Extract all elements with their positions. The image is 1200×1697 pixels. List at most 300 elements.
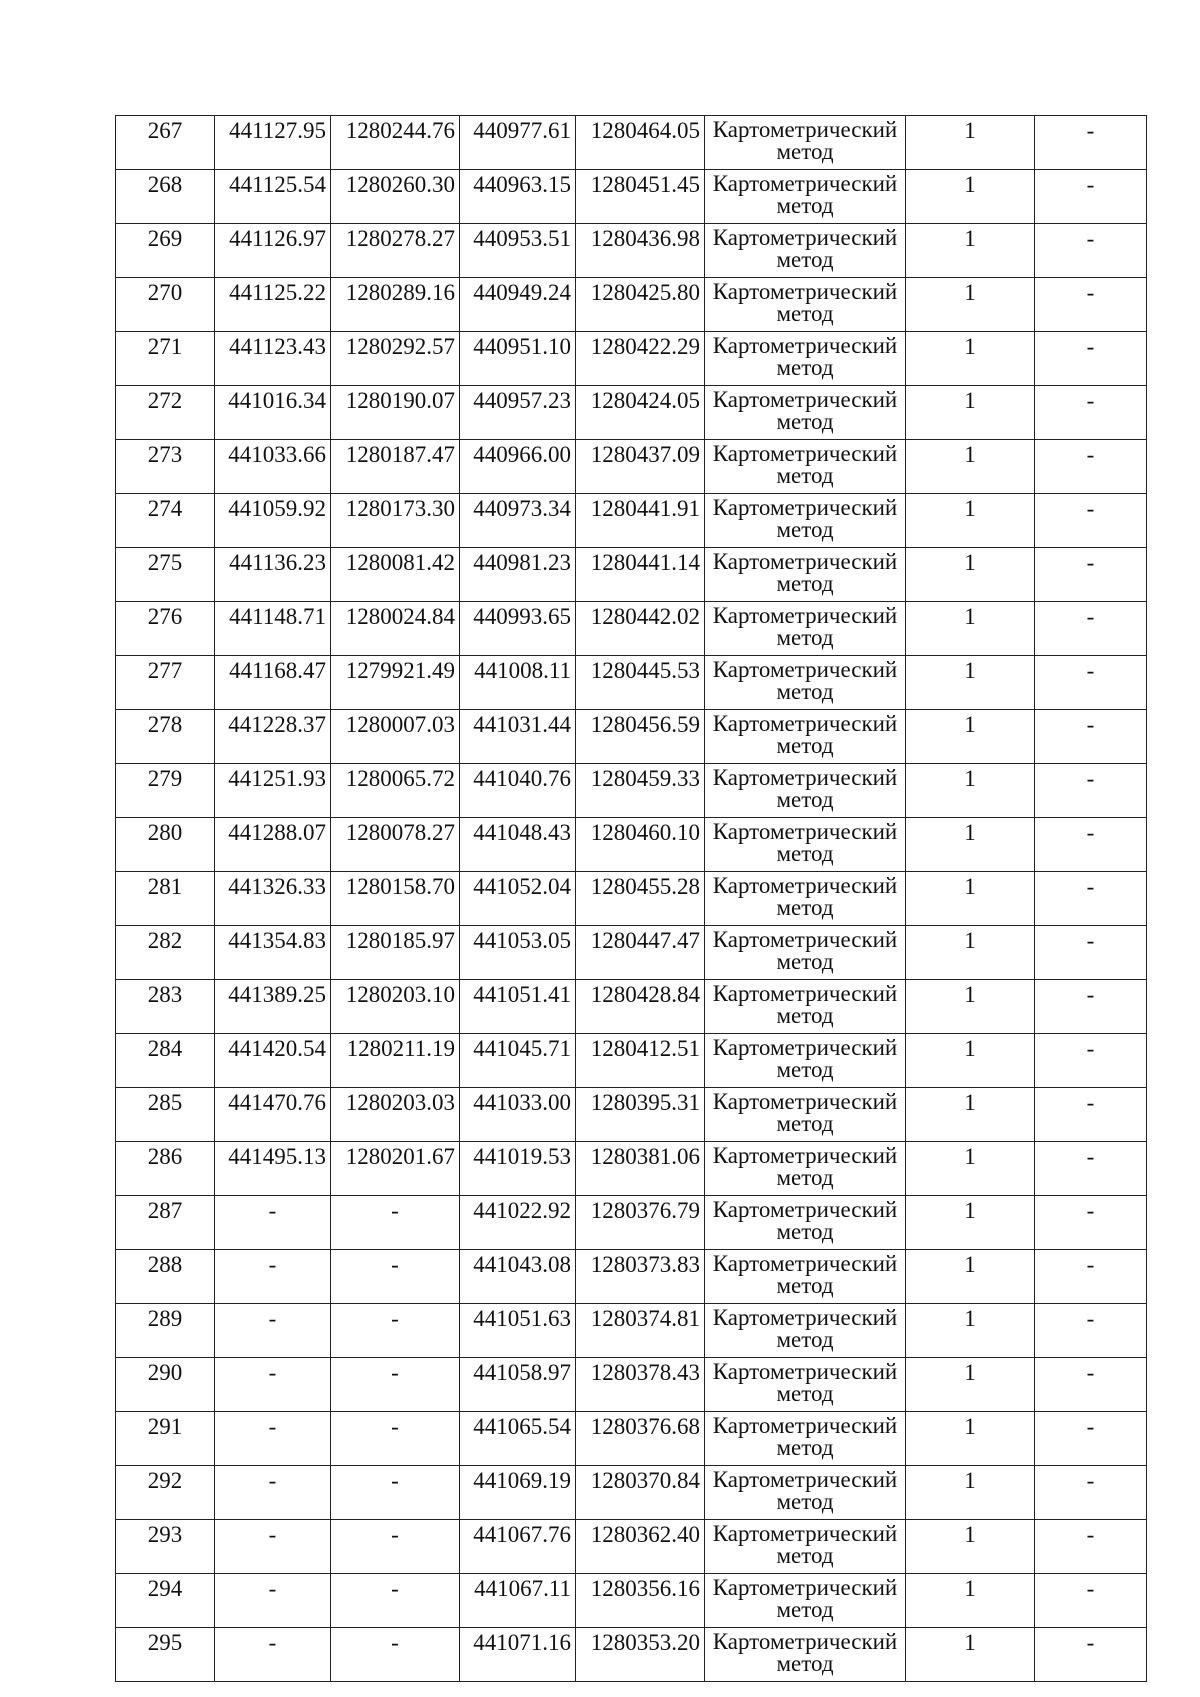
table-row	[116, 170, 1147, 224]
new-x-cell: 441040.76	[460, 764, 576, 818]
point-number: 278	[116, 710, 215, 764]
new-y-cell: 1280447.47	[576, 926, 705, 980]
method-line-2: метод	[776, 1543, 834, 1568]
method-cell	[705, 818, 906, 872]
new-x-cell: 441033.00	[460, 1088, 576, 1142]
existing-x-cell: -	[215, 1466, 331, 1520]
existing-x-cell: -	[215, 1358, 331, 1412]
new-x-cell: 441058.97	[460, 1358, 576, 1412]
new-y-cell: 1280381.06	[576, 1142, 705, 1196]
existing-x-cell: 441354.83	[215, 926, 331, 980]
new-x-cell: 441022.92	[460, 1196, 576, 1250]
new-x-cell: 440957.23	[460, 386, 576, 440]
existing-y-cell: 1280292.57	[331, 332, 460, 386]
method-line-2: метод	[776, 1219, 834, 1244]
existing-y-cell: -	[331, 1358, 460, 1412]
existing-y-cell: 1280244.76	[331, 116, 460, 170]
method-cell	[705, 980, 906, 1034]
new-y-cell: 1280464.05	[576, 116, 705, 170]
note-cell: -	[1035, 1142, 1147, 1196]
new-x-cell: 440949.24	[460, 278, 576, 332]
table-row	[116, 710, 1147, 764]
note-cell: -	[1035, 1358, 1147, 1412]
point-number: 274	[116, 494, 215, 548]
accuracy-cell: 1	[906, 1142, 1035, 1196]
accuracy-cell: 1	[906, 440, 1035, 494]
point-number: 280	[116, 818, 215, 872]
method-line-1: Картометрический	[712, 1467, 898, 1492]
note-cell: -	[1035, 1250, 1147, 1304]
method-cell	[705, 116, 906, 170]
existing-x-cell: 441420.54	[215, 1034, 331, 1088]
note-cell: -	[1035, 980, 1147, 1034]
method-line-1: Картометрический	[712, 873, 898, 898]
method-cell	[705, 224, 906, 278]
existing-x-cell: 441326.33	[215, 872, 331, 926]
method-line-2: метод	[776, 409, 834, 434]
point-number: 273	[116, 440, 215, 494]
note-cell: -	[1035, 1304, 1147, 1358]
method-line-2: метод	[776, 895, 834, 920]
table-row	[116, 1034, 1147, 1088]
point-number: 284	[116, 1034, 215, 1088]
table-row	[116, 1466, 1147, 1520]
method-line-1: Картометрический	[712, 765, 898, 790]
method-line-1: Картометрический	[712, 657, 898, 682]
existing-y-cell: 1280185.97	[331, 926, 460, 980]
method-line-1: Картометрический	[712, 1197, 898, 1222]
existing-y-cell: 1280203.10	[331, 980, 460, 1034]
accuracy-cell: 1	[906, 764, 1035, 818]
note-cell: -	[1035, 278, 1147, 332]
new-y-cell: 1280460.10	[576, 818, 705, 872]
table-row	[116, 1088, 1147, 1142]
existing-x-cell: 441288.07	[215, 818, 331, 872]
note-cell: -	[1035, 764, 1147, 818]
existing-y-cell: 1280173.30	[331, 494, 460, 548]
new-x-cell: 440993.65	[460, 602, 576, 656]
table-row	[116, 1520, 1147, 1574]
new-y-cell: 1280425.80	[576, 278, 705, 332]
method-line-2: метод	[776, 1165, 834, 1190]
new-y-cell: 1280441.91	[576, 494, 705, 548]
coordinates-table	[115, 115, 1147, 1682]
accuracy-cell: 1	[906, 224, 1035, 278]
accuracy-cell: 1	[906, 980, 1035, 1034]
accuracy-cell: 1	[906, 1520, 1035, 1574]
note-cell: -	[1035, 1034, 1147, 1088]
existing-x-cell: 441168.47	[215, 656, 331, 710]
point-number: 270	[116, 278, 215, 332]
existing-x-cell: -	[215, 1196, 331, 1250]
point-number: 283	[116, 980, 215, 1034]
note-cell: -	[1035, 926, 1147, 980]
point-number: 281	[116, 872, 215, 926]
existing-y-cell: -	[331, 1412, 460, 1466]
method-line-2: метод	[776, 463, 834, 488]
new-y-cell: 1280378.43	[576, 1358, 705, 1412]
existing-y-cell: 1280187.47	[331, 440, 460, 494]
note-cell: -	[1035, 1466, 1147, 1520]
new-x-cell: 441045.71	[460, 1034, 576, 1088]
point-number: 279	[116, 764, 215, 818]
table-row	[116, 224, 1147, 278]
new-y-cell: 1280436.98	[576, 224, 705, 278]
existing-y-cell: -	[331, 1466, 460, 1520]
method-cell	[705, 1142, 906, 1196]
note-cell: -	[1035, 602, 1147, 656]
accuracy-cell: 1	[906, 1628, 1035, 1682]
point-number: 285	[116, 1088, 215, 1142]
new-y-cell: 1280455.28	[576, 872, 705, 926]
point-number: 286	[116, 1142, 215, 1196]
method-cell	[705, 332, 906, 386]
method-cell	[705, 1574, 906, 1628]
new-y-cell: 1280456.59	[576, 710, 705, 764]
method-cell	[705, 1628, 906, 1682]
note-cell: -	[1035, 116, 1147, 170]
new-y-cell: 1280459.33	[576, 764, 705, 818]
method-line-2: метод	[776, 139, 834, 164]
method-cell	[705, 764, 906, 818]
table-row	[116, 1142, 1147, 1196]
new-y-cell: 1280412.51	[576, 1034, 705, 1088]
existing-x-cell: 441125.22	[215, 278, 331, 332]
new-x-cell: 441052.04	[460, 872, 576, 926]
method-cell	[705, 1250, 906, 1304]
table-row	[116, 1412, 1147, 1466]
table-row	[116, 332, 1147, 386]
note-cell: -	[1035, 170, 1147, 224]
method-line-2: метод	[776, 1273, 834, 1298]
table-row	[116, 818, 1147, 872]
existing-x-cell: 441126.97	[215, 224, 331, 278]
accuracy-cell: 1	[906, 602, 1035, 656]
table-row	[116, 656, 1147, 710]
existing-x-cell: 441125.54	[215, 170, 331, 224]
existing-y-cell: -	[331, 1628, 460, 1682]
accuracy-cell: 1	[906, 818, 1035, 872]
table-row	[116, 872, 1147, 926]
note-cell: -	[1035, 1196, 1147, 1250]
accuracy-cell: 1	[906, 1304, 1035, 1358]
point-number: 295	[116, 1628, 215, 1682]
existing-x-cell: 441033.66	[215, 440, 331, 494]
note-cell: -	[1035, 332, 1147, 386]
method-line-1: Картометрический	[712, 1521, 898, 1546]
method-line-2: метод	[776, 193, 834, 218]
table-row	[116, 926, 1147, 980]
new-y-cell: 1280373.83	[576, 1250, 705, 1304]
new-x-cell: 441051.63	[460, 1304, 576, 1358]
accuracy-cell: 1	[906, 1574, 1035, 1628]
point-number: 289	[116, 1304, 215, 1358]
table-row	[116, 116, 1147, 170]
new-x-cell: 441019.53	[460, 1142, 576, 1196]
method-cell	[705, 926, 906, 980]
method-line-2: метод	[776, 841, 834, 866]
new-y-cell: 1280442.02	[576, 602, 705, 656]
existing-x-cell: -	[215, 1520, 331, 1574]
method-line-2: метод	[776, 1057, 834, 1082]
existing-x-cell: 441228.37	[215, 710, 331, 764]
point-number: 267	[116, 116, 215, 170]
table-row	[116, 278, 1147, 332]
note-cell: -	[1035, 1520, 1147, 1574]
existing-x-cell: 441470.76	[215, 1088, 331, 1142]
existing-x-cell: -	[215, 1574, 331, 1628]
accuracy-cell: 1	[906, 926, 1035, 980]
new-x-cell: 440966.00	[460, 440, 576, 494]
accuracy-cell: 1	[906, 170, 1035, 224]
accuracy-cell: 1	[906, 548, 1035, 602]
method-line-1: Картометрический	[712, 1143, 898, 1168]
existing-x-cell: -	[215, 1412, 331, 1466]
method-line-2: метод	[776, 1111, 834, 1136]
point-number: 268	[116, 170, 215, 224]
existing-x-cell: 441148.71	[215, 602, 331, 656]
point-number: 291	[116, 1412, 215, 1466]
existing-y-cell: 1280078.27	[331, 818, 460, 872]
new-y-cell: 1280376.79	[576, 1196, 705, 1250]
accuracy-cell: 1	[906, 1034, 1035, 1088]
method-line-1: Картометрический	[712, 927, 898, 952]
note-cell: -	[1035, 710, 1147, 764]
new-y-cell: 1280353.20	[576, 1628, 705, 1682]
table-row	[116, 980, 1147, 1034]
table-row	[116, 440, 1147, 494]
accuracy-cell: 1	[906, 710, 1035, 764]
method-cell	[705, 1412, 906, 1466]
new-y-cell: 1280356.16	[576, 1574, 705, 1628]
existing-y-cell: -	[331, 1520, 460, 1574]
existing-x-cell: 441389.25	[215, 980, 331, 1034]
existing-y-cell: 1279921.49	[331, 656, 460, 710]
existing-y-cell: -	[331, 1304, 460, 1358]
table-row	[116, 1628, 1147, 1682]
note-cell: -	[1035, 494, 1147, 548]
existing-x-cell: 441136.23	[215, 548, 331, 602]
point-number: 269	[116, 224, 215, 278]
method-line-1: Картометрический	[712, 1035, 898, 1060]
new-y-cell: 1280437.09	[576, 440, 705, 494]
accuracy-cell: 1	[906, 278, 1035, 332]
new-x-cell: 441008.11	[460, 656, 576, 710]
point-number: 287	[116, 1196, 215, 1250]
method-line-1: Картометрический	[712, 603, 898, 628]
method-line-1: Картометрический	[712, 711, 898, 736]
method-line-2: метод	[776, 1489, 834, 1514]
method-line-1: Картометрический	[712, 1359, 898, 1384]
table-row	[116, 386, 1147, 440]
new-x-cell: 441067.11	[460, 1574, 576, 1628]
method-cell	[705, 386, 906, 440]
note-cell: -	[1035, 548, 1147, 602]
new-x-cell: 441031.44	[460, 710, 576, 764]
existing-y-cell: -	[331, 1196, 460, 1250]
method-line-1: Картометрический	[712, 549, 898, 574]
accuracy-cell: 1	[906, 494, 1035, 548]
point-number: 271	[116, 332, 215, 386]
existing-y-cell: 1280278.27	[331, 224, 460, 278]
existing-y-cell: 1280201.67	[331, 1142, 460, 1196]
method-cell	[705, 710, 906, 764]
existing-x-cell: 441059.92	[215, 494, 331, 548]
new-x-cell: 441048.43	[460, 818, 576, 872]
method-line-1: Картометрический	[712, 1575, 898, 1600]
method-line-2: метод	[776, 1435, 834, 1460]
existing-y-cell: 1280203.03	[331, 1088, 460, 1142]
note-cell: -	[1035, 1574, 1147, 1628]
note-cell: -	[1035, 1412, 1147, 1466]
method-line-2: метод	[776, 1327, 834, 1352]
method-line-1: Картометрический	[712, 1089, 898, 1114]
method-line-1: Картометрический	[712, 1251, 898, 1276]
note-cell: -	[1035, 1628, 1147, 1682]
method-line-1: Картометрический	[712, 819, 898, 844]
note-cell: -	[1035, 224, 1147, 278]
accuracy-cell: 1	[906, 332, 1035, 386]
method-line-2: метод	[776, 301, 834, 326]
new-y-cell: 1280374.81	[576, 1304, 705, 1358]
method-line-2: метод	[776, 787, 834, 812]
note-cell: -	[1035, 656, 1147, 710]
method-line-1: Картометрический	[712, 1413, 898, 1438]
accuracy-cell: 1	[906, 116, 1035, 170]
point-number: 275	[116, 548, 215, 602]
accuracy-cell: 1	[906, 1088, 1035, 1142]
method-line-2: метод	[776, 733, 834, 758]
table-row	[116, 764, 1147, 818]
method-line-1: Картометрический	[712, 279, 898, 304]
point-number: 294	[116, 1574, 215, 1628]
method-cell	[705, 1196, 906, 1250]
method-cell	[705, 494, 906, 548]
note-cell: -	[1035, 440, 1147, 494]
method-line-1: Картометрический	[712, 333, 898, 358]
method-line-2: метод	[776, 1597, 834, 1622]
new-x-cell: 441067.76	[460, 1520, 576, 1574]
method-cell	[705, 602, 906, 656]
existing-y-cell: 1280190.07	[331, 386, 460, 440]
method-line-1: Картометрический	[712, 1305, 898, 1330]
new-x-cell: 440951.10	[460, 332, 576, 386]
new-y-cell: 1280445.53	[576, 656, 705, 710]
method-cell	[705, 170, 906, 224]
existing-y-cell: 1280289.16	[331, 278, 460, 332]
method-line-2: метод	[776, 517, 834, 542]
existing-y-cell: -	[331, 1574, 460, 1628]
new-x-cell: 440973.34	[460, 494, 576, 548]
new-y-cell: 1280422.29	[576, 332, 705, 386]
point-number: 276	[116, 602, 215, 656]
new-x-cell: 441071.16	[460, 1628, 576, 1682]
method-line-1: Картометрический	[712, 171, 898, 196]
accuracy-cell: 1	[906, 1196, 1035, 1250]
method-cell	[705, 1088, 906, 1142]
note-cell: -	[1035, 1088, 1147, 1142]
point-number: 292	[116, 1466, 215, 1520]
existing-y-cell: 1280158.70	[331, 872, 460, 926]
accuracy-cell: 1	[906, 656, 1035, 710]
point-number: 282	[116, 926, 215, 980]
method-cell	[705, 1034, 906, 1088]
existing-x-cell: -	[215, 1304, 331, 1358]
existing-x-cell: -	[215, 1628, 331, 1682]
method-line-2: метод	[776, 1381, 834, 1406]
existing-y-cell: 1280024.84	[331, 602, 460, 656]
existing-x-cell: 441251.93	[215, 764, 331, 818]
new-y-cell: 1280395.31	[576, 1088, 705, 1142]
method-line-2: метод	[776, 679, 834, 704]
new-x-cell: 440977.61	[460, 116, 576, 170]
method-line-1: Картометрический	[712, 441, 898, 466]
new-y-cell: 1280428.84	[576, 980, 705, 1034]
method-cell	[705, 1358, 906, 1412]
accuracy-cell: 1	[906, 872, 1035, 926]
existing-x-cell: -	[215, 1250, 331, 1304]
table-row	[116, 1250, 1147, 1304]
table-row	[116, 1196, 1147, 1250]
accuracy-cell: 1	[906, 386, 1035, 440]
method-line-1: Картометрический	[712, 117, 898, 142]
method-line-1: Картометрический	[712, 225, 898, 250]
method-line-2: метод	[776, 247, 834, 272]
existing-x-cell: 441016.34	[215, 386, 331, 440]
new-y-cell: 1280362.40	[576, 1520, 705, 1574]
method-line-2: метод	[776, 1651, 834, 1676]
method-cell	[705, 1520, 906, 1574]
new-x-cell: 440981.23	[460, 548, 576, 602]
table-row	[116, 602, 1147, 656]
new-x-cell: 441043.08	[460, 1250, 576, 1304]
new-x-cell: 441069.19	[460, 1466, 576, 1520]
note-cell: -	[1035, 818, 1147, 872]
method-cell	[705, 1304, 906, 1358]
method-cell	[705, 440, 906, 494]
method-line-1: Картометрический	[712, 495, 898, 520]
method-line-2: метод	[776, 1003, 834, 1028]
accuracy-cell: 1	[906, 1466, 1035, 1520]
new-y-cell: 1280376.68	[576, 1412, 705, 1466]
new-y-cell: 1280424.05	[576, 386, 705, 440]
new-x-cell: 441051.41	[460, 980, 576, 1034]
method-line-1: Картометрический	[712, 1629, 898, 1654]
method-cell	[705, 656, 906, 710]
method-cell	[705, 548, 906, 602]
method-cell	[705, 872, 906, 926]
existing-y-cell: 1280007.03	[331, 710, 460, 764]
table-row	[116, 548, 1147, 602]
new-y-cell: 1280441.14	[576, 548, 705, 602]
existing-y-cell: 1280211.19	[331, 1034, 460, 1088]
table-row	[116, 1304, 1147, 1358]
new-y-cell: 1280451.45	[576, 170, 705, 224]
note-cell: -	[1035, 386, 1147, 440]
method-line-2: метод	[776, 355, 834, 380]
table-row	[116, 1574, 1147, 1628]
table-row	[116, 494, 1147, 548]
existing-y-cell: 1280065.72	[331, 764, 460, 818]
table-row	[116, 1358, 1147, 1412]
accuracy-cell: 1	[906, 1250, 1035, 1304]
method-line-2: метод	[776, 571, 834, 596]
note-cell: -	[1035, 872, 1147, 926]
point-number: 277	[116, 656, 215, 710]
accuracy-cell: 1	[906, 1412, 1035, 1466]
existing-x-cell: 441127.95	[215, 116, 331, 170]
new-x-cell: 440963.15	[460, 170, 576, 224]
